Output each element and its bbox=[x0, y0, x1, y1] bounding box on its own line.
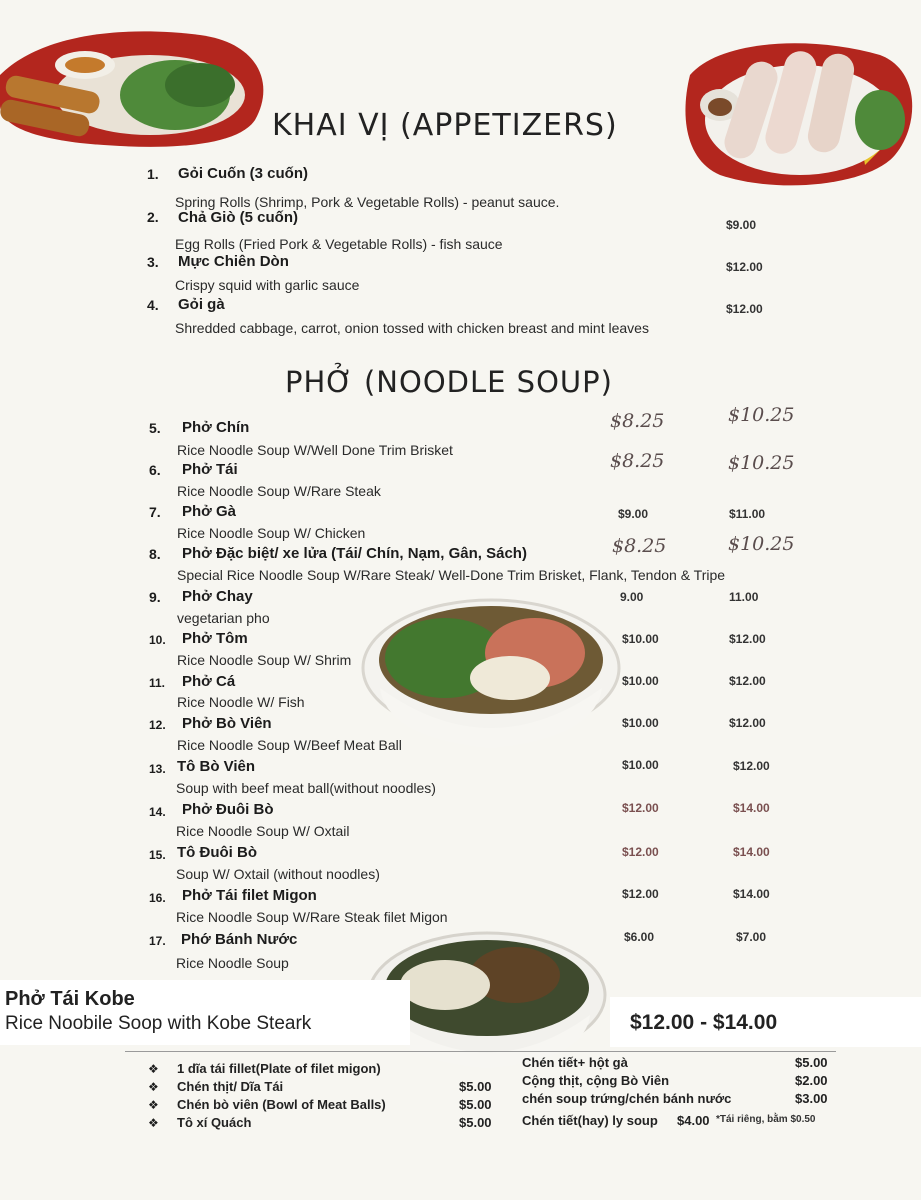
item-number: 15. bbox=[149, 848, 166, 862]
addon-label: chén soup trứng/chén bánh nước bbox=[522, 1091, 732, 1106]
item-desc: Shredded cabbage, carrot, onion tossed with chicken breast and mint leaves bbox=[175, 320, 649, 336]
bullet-icon: ❖ bbox=[148, 1080, 159, 1094]
egg-roll-photo bbox=[0, 25, 275, 150]
item-desc: Soup with beef meat ball(without noodles) bbox=[176, 780, 436, 796]
item-price-large: $12.00 bbox=[729, 632, 766, 646]
item-price-small: $10.00 bbox=[622, 632, 659, 646]
item-number: 13. bbox=[149, 762, 166, 776]
item-name: Phở Tôm bbox=[182, 630, 248, 647]
addon-label: Tô xí Quách bbox=[177, 1115, 252, 1130]
item-name: Phở Chay bbox=[182, 588, 253, 605]
item-name: Chả Giò (5 cuốn) bbox=[178, 209, 298, 226]
item-name: Phở Tái bbox=[182, 461, 238, 478]
item-name: Phớ Bánh Nước bbox=[181, 931, 298, 948]
item-number: 16. bbox=[149, 891, 166, 905]
item-number: 14. bbox=[149, 805, 166, 819]
item-desc: Rice Noodle W/ Fish bbox=[177, 694, 305, 710]
addon-label: Chén thịt/ Dĩa Tái bbox=[177, 1079, 284, 1094]
item-price-large: $14.00 bbox=[733, 845, 770, 859]
item-name: Tô Bò Viên bbox=[177, 758, 256, 775]
item-desc: Rice Noodle Soup W/ Oxtail bbox=[176, 823, 350, 839]
item-price-large: $12.00 bbox=[729, 716, 766, 730]
item-price-large: $12.00 bbox=[733, 759, 770, 773]
item-price-small: $10.00 bbox=[622, 758, 659, 772]
item-name: Phở Gà bbox=[182, 503, 237, 520]
item-number: 8. bbox=[149, 546, 161, 562]
item-name: Phở Bò Viên bbox=[182, 715, 272, 732]
item-desc: Rice Noodle Soup W/Rare Steak filet Migon bbox=[176, 909, 448, 925]
item-number: 6. bbox=[149, 462, 161, 478]
item-price-large: $12.00 bbox=[729, 674, 766, 688]
addon-label: Chén tiết+ hột gà bbox=[522, 1055, 628, 1070]
item-price-small: $12.00 bbox=[622, 845, 659, 859]
item-name: Tô Đuôi Bò bbox=[177, 844, 257, 861]
item-price: $12.00 bbox=[726, 302, 763, 316]
item-price-small: $6.00 bbox=[624, 930, 655, 944]
addon-price: $5.00 bbox=[459, 1097, 492, 1112]
addon-price: $3.00 bbox=[795, 1091, 828, 1106]
pho-heading: PHỞ (NOODLE SOUP) bbox=[285, 365, 613, 399]
item-number: 10. bbox=[149, 633, 166, 647]
addon-price: $5.00 bbox=[459, 1079, 492, 1094]
item-desc: Rice Noodle Soup W/ Chicken bbox=[177, 525, 366, 541]
addon-label: Chén bò viên (Bowl of Meat Balls) bbox=[177, 1097, 386, 1112]
item-price-small: $12.00 bbox=[622, 801, 659, 815]
bullet-icon: ❖ bbox=[148, 1062, 159, 1076]
item-price-small: $8.25 bbox=[610, 450, 665, 472]
item-price-large: $7.00 bbox=[736, 930, 767, 944]
item-number: 9. bbox=[149, 589, 161, 605]
item-number: 3. bbox=[147, 254, 159, 270]
item-number: 5. bbox=[149, 420, 161, 436]
bullet-icon: ❖ bbox=[148, 1116, 159, 1130]
item-desc: vegetarian pho bbox=[177, 610, 270, 626]
item-desc: Rice Noodle Soup W/Rare Steak bbox=[177, 483, 381, 499]
item-price-large: $10.25 bbox=[728, 404, 795, 426]
item-name: Phở Cá bbox=[182, 673, 236, 690]
item-price-small: $10.00 bbox=[622, 674, 659, 688]
item-number: 11. bbox=[149, 676, 166, 690]
item-price-large: $14.00 bbox=[733, 801, 770, 815]
item-price: $12.00 bbox=[726, 260, 763, 274]
item-name: Phở Đuôi Bò bbox=[182, 801, 274, 818]
item-price: $9.00 bbox=[726, 218, 757, 232]
addon-price: $5.00 bbox=[795, 1055, 828, 1070]
item-price-large: 11.00 bbox=[729, 590, 759, 604]
addon-price: $5.00 bbox=[459, 1115, 492, 1130]
item-desc: Egg Rolls (Fried Pork & Vegetable Rolls) - fish sauce bbox=[175, 236, 503, 252]
kobe-title: Phở Tái Kobe bbox=[5, 988, 135, 1010]
addon-label: 1 dĩa tái fillet(Plate of filet migon) bbox=[177, 1061, 381, 1076]
item-price-large: $14.00 bbox=[733, 887, 770, 901]
item-price-small: $8.25 bbox=[612, 535, 667, 557]
divider bbox=[125, 1051, 836, 1052]
item-price-small: $8.25 bbox=[610, 410, 665, 432]
item-desc: Rice Noodle Soup bbox=[176, 955, 289, 971]
item-number: 7. bbox=[149, 504, 161, 520]
item-number: 4. bbox=[147, 297, 159, 313]
kobe-price: $12.00 - $14.00 bbox=[630, 1011, 778, 1034]
item-number: 17. bbox=[149, 934, 166, 948]
pho-bowl-photo bbox=[360, 598, 622, 750]
item-price-large: $11.00 bbox=[729, 507, 766, 521]
addon-label: Chén tiết(hay) ly soup bbox=[522, 1113, 658, 1128]
item-number: 1. bbox=[147, 166, 159, 182]
item-name: Mực Chiên Dòn bbox=[178, 253, 289, 270]
item-name: Gỏi Cuốn (3 cuốn) bbox=[178, 165, 308, 182]
item-desc: Soup W/ Oxtail (without noodles) bbox=[176, 866, 380, 882]
item-desc: Special Rice Noodle Soup W/Rare Steak/ Well-Done Trim Brisket, Flank, Tendon & Tripe bbox=[177, 567, 726, 583]
item-number: 2. bbox=[147, 209, 159, 225]
item-price-small: $12.00 bbox=[622, 887, 659, 901]
addon-label: Cộng thịt, cộng Bò Viên bbox=[522, 1073, 670, 1088]
item-desc: Rice Noodle Soup W/ Shrim bbox=[177, 652, 352, 668]
item-desc: Spring Rolls (Shrimp, Pork & Vegetable Rolls) - peanut sauce. bbox=[175, 194, 560, 210]
item-name: Phở Đặc biệt/ xe lửa (Tái/ Chín, Nạm, Gân, Sách) bbox=[182, 545, 527, 562]
item-price-large: $10.25 bbox=[728, 533, 795, 555]
bullet-icon: ❖ bbox=[148, 1098, 159, 1112]
item-number: 12. bbox=[149, 718, 166, 732]
item-price-large: $10.25 bbox=[728, 452, 795, 474]
item-desc: Rice Noodle Soup W/Well Done Trim Brisket bbox=[177, 442, 453, 458]
item-price-small: 9.00 bbox=[620, 590, 644, 604]
kobe-desc: Rice Noobile Soop with Kobe Steark bbox=[5, 1013, 312, 1034]
item-name: Gỏi gà bbox=[178, 296, 225, 313]
item-desc: Rice Noodle Soup W/Beef Meat Ball bbox=[177, 737, 402, 753]
addon-price: $4.00 bbox=[677, 1113, 710, 1128]
item-name: Phở Tái filet Migon bbox=[182, 887, 317, 904]
appetizers-heading: KHAI VỊ (APPETIZERS) bbox=[272, 108, 618, 143]
item-price-small: $9.00 bbox=[618, 507, 649, 521]
spring-roll-photo bbox=[680, 35, 921, 195]
addon-price: $2.00 bbox=[795, 1073, 828, 1088]
item-price-small: $10.00 bbox=[622, 716, 659, 730]
item-name: Phở Chín bbox=[182, 419, 250, 436]
addon-note: *Tái riêng, bằm $0.50 bbox=[716, 1114, 816, 1125]
item-desc: Crispy squid with garlic sauce bbox=[175, 277, 360, 293]
